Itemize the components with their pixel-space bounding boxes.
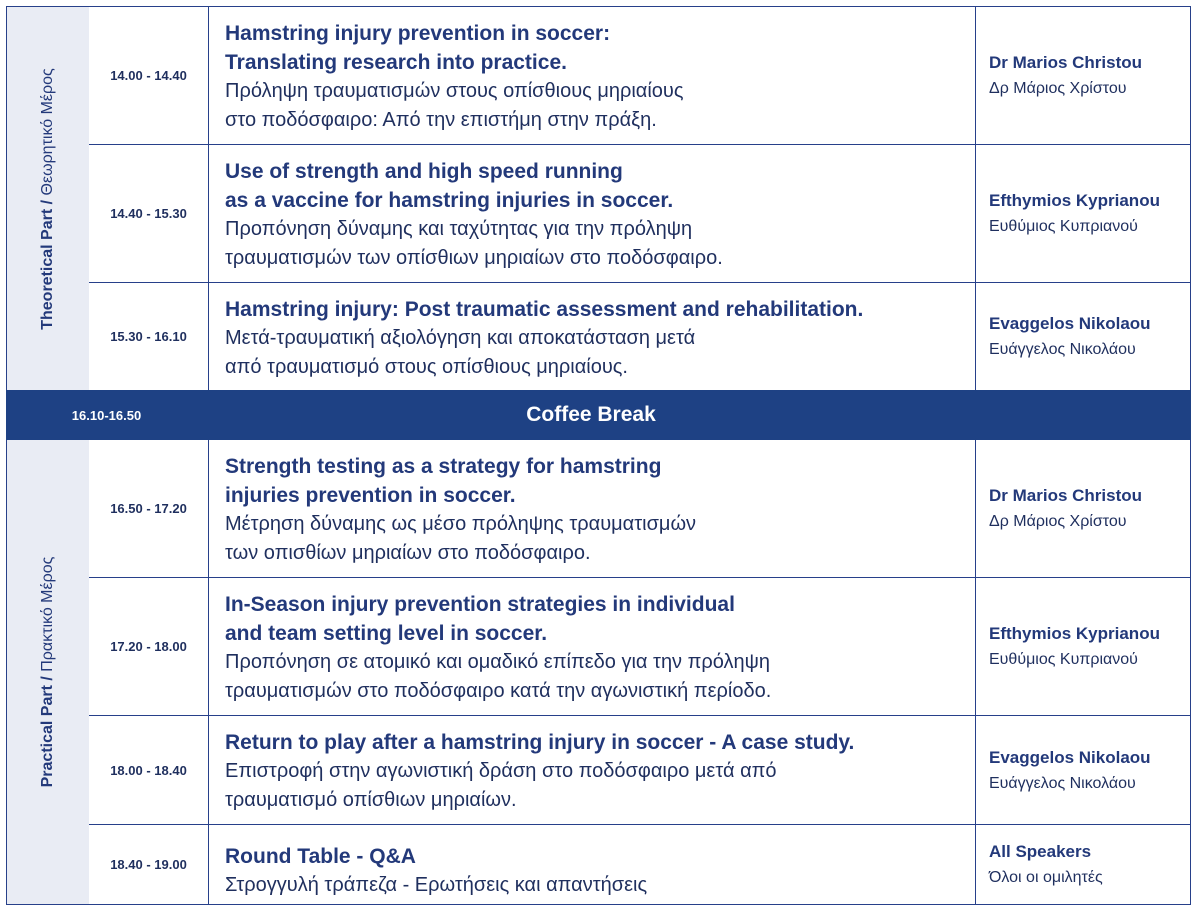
session-speaker xyxy=(976,7,1190,144)
schedule-table xyxy=(6,6,1191,905)
talk-title-gr: Προπόνηση δύναμης και ταχύτητας για την πρόληψη τραυματισμών των οπίσθιων μηριαίων στο ποδόσφαιρο. xyxy=(225,218,723,269)
speaker-name-en: Efthymios Kyprianou xyxy=(989,624,1160,643)
coffee-break-bar xyxy=(6,390,1191,440)
talk-title-en: Hamstring injury prevention in soccer: Translating research into practice. xyxy=(225,22,611,74)
talk-title-gr: Προπόνηση σε ατομικό και ομαδικό επίπεδο για την πρόληψη τραυματισμών στο ποδόσφαιρο κατά την αγωνιστική περίοδο. xyxy=(225,651,772,702)
talk-title-gr: Πρόληψη τραυματισμών στους οπίσθιους μηριαίους στο ποδόσφαιρο: Από την επιστήμη στην πράξη. xyxy=(225,80,684,131)
speaker-name-gr: Ευθύμιος Κυπριανού xyxy=(989,218,1138,235)
section-label-sep: / xyxy=(39,194,56,209)
section-label-en: Theoretical Part xyxy=(39,208,56,330)
talk-title-gr: Μέτρηση δύναμης ως μέσο πρόληψης τραυματισμών των οπισθίων μηριαίων στο ποδόσφαιρο. xyxy=(225,513,697,564)
session-speaker xyxy=(976,716,1190,824)
speaker-name-gr: Δρ Μάριος Χρίστου xyxy=(989,80,1127,97)
session-speaker xyxy=(976,283,1190,390)
session-time: 15.30 - 16.10 xyxy=(110,329,187,344)
session-time: 17.20 - 18.00 xyxy=(110,639,187,654)
session-talk xyxy=(208,440,976,577)
session-row xyxy=(89,577,1190,715)
talk-title-en: In-Season injury prevention strategies in individual and team setting level in soccer. xyxy=(225,593,735,645)
session-talk xyxy=(208,283,976,390)
session-row xyxy=(89,282,1190,390)
talk-title-gr: Μετά-τραυματική αξιολόγηση και αποκατάσταση μετά από τραυματισμό στους οπίσθιους μηριαίους. xyxy=(225,327,696,378)
speaker-name-en: Evaggelos Nikolaou xyxy=(989,314,1151,333)
section-label-theoretical xyxy=(7,7,89,390)
session-speaker xyxy=(976,145,1190,282)
speaker-name-en: All Speakers xyxy=(989,842,1092,861)
speaker-name-en: Dr Marios Christou xyxy=(989,486,1143,505)
speaker-name-en: Evaggelos Nikolaou xyxy=(989,747,1151,767)
speaker-name-gr: Όλοι οι ομιλητές xyxy=(989,869,1103,886)
session-talk xyxy=(208,145,976,282)
speaker-name-en: Dr Marios Christou xyxy=(989,53,1143,72)
session-talk xyxy=(208,716,976,824)
practical-section xyxy=(6,440,1191,905)
session-row xyxy=(89,824,1190,904)
talk-title-en: Strength testing as a strategy for hamstring injuries prevention in soccer. xyxy=(225,455,662,507)
section-label-gr: Θεωρητικό Μέρος xyxy=(39,67,56,195)
theoretical-section xyxy=(6,6,1191,390)
session-speaker xyxy=(976,440,1190,577)
session-talk xyxy=(208,825,976,904)
speaker-name-gr: Ευάγγελος Νικολάου xyxy=(989,774,1136,792)
session-time: 18.00 - 18.40 xyxy=(110,762,187,778)
session-talk xyxy=(208,7,976,144)
speaker-name-gr: Ευθύμιος Κυπριανού xyxy=(989,651,1138,668)
session-row xyxy=(89,7,1190,144)
section-label-en: Practical Part xyxy=(39,685,56,788)
session-time: 14.40 - 15.30 xyxy=(110,206,187,221)
session-speaker xyxy=(976,825,1190,904)
session-speaker xyxy=(976,578,1190,715)
talk-title-gr: Επιστροφή στην αγωνιστική δράση στο ποδόσφαιρο μετά από τραυματισμό οπίσθιων μηριαίων. xyxy=(225,760,777,811)
speaker-name-gr: Δρ Μάριος Χρίστου xyxy=(989,513,1127,530)
session-row xyxy=(89,144,1190,282)
coffee-break-title: Coffee Break xyxy=(526,403,656,426)
speaker-name-gr: Ευάγγελος Νικολάου xyxy=(989,341,1136,358)
section-label-practical xyxy=(7,440,89,904)
talk-title-en: Use of strength and high speed running as a vaccine for hamstring injuries in soccer. xyxy=(225,160,674,212)
session-row xyxy=(89,715,1190,824)
session-talk xyxy=(208,578,976,715)
section-label-sep: / xyxy=(39,671,56,686)
section-label-gr: Πρακτικό Μέρος xyxy=(39,556,56,672)
talk-title-gr: Στρογγυλή τράπεζα - Ερωτήσεις και απαντήσεις xyxy=(225,874,648,896)
session-row xyxy=(89,440,1190,577)
session-time: 18.40 - 19.00 xyxy=(110,857,187,872)
speaker-name-en: Efthymios Kyprianou xyxy=(989,191,1160,210)
talk-title-en: Hamstring injury: Post traumatic assessment and rehabilitation. xyxy=(225,298,864,321)
coffee-break-time: 16.10-16.50 xyxy=(71,407,142,423)
talk-title-en: Return to play after a hamstring injury in soccer - A case study. xyxy=(225,731,855,754)
session-time: 14.00 - 14.40 xyxy=(110,68,187,83)
talk-title-en: Round Table - Q&A xyxy=(225,845,416,868)
session-time: 16.50 - 17.20 xyxy=(110,501,187,516)
